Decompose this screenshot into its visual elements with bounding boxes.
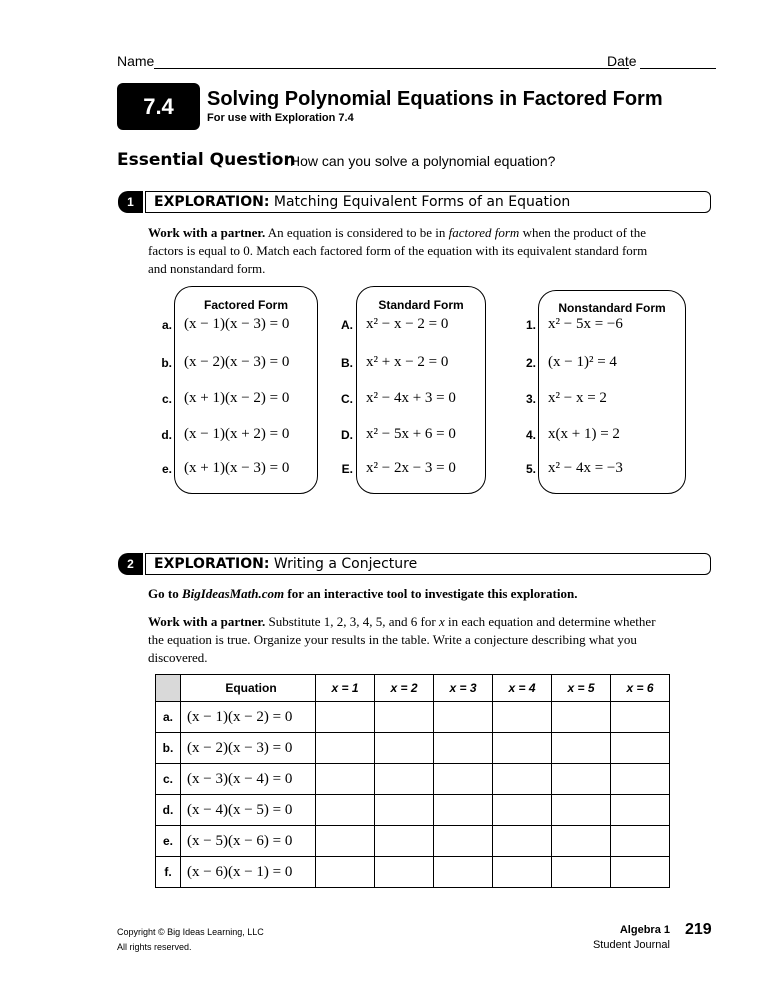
answer-cell[interactable] [375, 826, 434, 857]
nonstandard-label-2: 2. [525, 356, 536, 370]
row-label: a. [156, 702, 181, 733]
answer-cell[interactable] [434, 857, 493, 888]
page-subtitle: For use with Exploration 7.4 [207, 112, 354, 124]
answer-cell[interactable] [552, 702, 611, 733]
answer-cell[interactable] [375, 733, 434, 764]
standard-eq-d: x² − 5x + 6 = 0 [366, 426, 456, 442]
answer-cell[interactable] [434, 733, 493, 764]
answer-cell[interactable] [552, 826, 611, 857]
bigideasmath-link[interactable]: BigIdeasMath.com [181, 586, 285, 601]
factored-label-a: a. [161, 318, 172, 332]
nonstandard-label-5: 5. [525, 462, 536, 476]
equation-header: Equation [181, 675, 316, 702]
nonstandard-eq-3: x² − x = 2 [548, 390, 607, 406]
answer-cell[interactable] [316, 733, 375, 764]
answer-cell[interactable] [493, 795, 552, 826]
factored-label-c: c. [161, 392, 172, 406]
row-equation: (x − 3)(x − 4) = 0 [181, 764, 316, 795]
answer-cell[interactable] [316, 764, 375, 795]
table-header-row [156, 675, 670, 702]
exploration-1-intro-italic: factored form [448, 225, 520, 240]
nonstandard-eq-1: x² − 5x = −6 [548, 316, 623, 332]
nonstandard-eq-2: (x − 1)² = 4 [548, 354, 617, 370]
exploration-1-instructions [148, 224, 668, 278]
exploration-1-title [154, 194, 570, 210]
exploration-2-intro-2: in each equation and determine whether the equation is true. Organize your results in the table. Write a conjecture describing what you discovered. [148, 614, 656, 665]
answer-cell[interactable] [493, 764, 552, 795]
standard-form-header: Standard Form [378, 298, 464, 312]
exploration-2-title-rest: Writing a Conjecture [269, 556, 418, 572]
answer-cell[interactable] [493, 733, 552, 764]
factored-label-e: e. [161, 462, 172, 476]
standard-label-a: A. [341, 318, 353, 332]
x-header-1: x = 1 [316, 675, 375, 702]
row-equation: (x − 5)(x − 6) = 0 [181, 826, 316, 857]
row-equation: (x − 4)(x − 5) = 0 [181, 795, 316, 826]
page-number: 219 [685, 921, 712, 938]
table-row [156, 857, 670, 888]
exploration-1-number: 1 [118, 191, 143, 213]
date-label: Date [607, 53, 637, 69]
exploration-1-intro-1: An equation is considered to be in [265, 225, 449, 240]
answer-cell[interactable] [552, 764, 611, 795]
exploration-2-intro-italic: x [438, 614, 445, 629]
answer-cell[interactable] [375, 764, 434, 795]
journal-title: Student Journal [592, 939, 670, 951]
row-label: d. [156, 795, 181, 826]
table-row [156, 733, 670, 764]
essential-question-text: How can you solve a polynomial equation? [290, 153, 556, 169]
answer-cell[interactable] [611, 795, 670, 826]
nonstandard-eq-5: x² − 4x = −3 [548, 460, 623, 476]
nonstandard-eq-4: x(x + 1) = 2 [548, 426, 620, 442]
table-row [156, 826, 670, 857]
exploration-2-goto [148, 585, 668, 603]
answer-cell[interactable] [316, 795, 375, 826]
exploration-2-instructions [148, 613, 668, 667]
answer-cell[interactable] [611, 764, 670, 795]
copyright-text: Copyright © Big Ideas Learning, LLC [117, 927, 264, 937]
goto-text-2: for an interactive tool to investigate this exploration. [284, 586, 578, 601]
table-row [156, 702, 670, 733]
rights-text: All rights reserved. [117, 942, 192, 952]
factored-label-d: d. [161, 428, 172, 442]
exploration-2-intro-1: Substitute 1, 2, 3, 4, 5, and 6 for [265, 614, 439, 629]
table-row [156, 795, 670, 826]
answer-cell[interactable] [611, 733, 670, 764]
name-blank[interactable] [154, 54, 629, 69]
footer-book-info [570, 923, 670, 953]
answer-cell[interactable] [316, 702, 375, 733]
nonstandard-label-3: 3. [525, 392, 536, 406]
exploration-2-intro-bold: Work with a partner. [148, 614, 266, 629]
section-number-badge: 7.4 [117, 83, 200, 130]
exploration-2-title-bold: EXPLORATION: [154, 556, 270, 572]
factored-eq-d: (x − 1)(x + 2) = 0 [184, 426, 290, 442]
x-header-2: x = 2 [375, 675, 434, 702]
x-header-6: x = 6 [611, 675, 670, 702]
nonstandard-label-1: 1. [525, 318, 536, 332]
row-equation: (x − 2)(x − 3) = 0 [181, 733, 316, 764]
answer-cell[interactable] [375, 857, 434, 888]
answer-cell[interactable] [316, 826, 375, 857]
answer-cell[interactable] [611, 702, 670, 733]
x-header-5: x = 5 [552, 675, 611, 702]
date-blank[interactable] [640, 54, 716, 69]
answer-cell[interactable] [552, 857, 611, 888]
answer-cell[interactable] [375, 795, 434, 826]
date-field[interactable] [607, 53, 716, 69]
exploration-1-title-rest: Matching Equivalent Forms of an Equation [269, 194, 571, 210]
footer-copyright [117, 925, 264, 955]
row-equation: (x − 6)(x − 1) = 0 [181, 857, 316, 888]
exploration-2-title [154, 556, 417, 572]
standard-eq-c: x² − 4x + 3 = 0 [366, 390, 456, 406]
answer-cell[interactable] [552, 733, 611, 764]
factored-eq-b: (x − 2)(x − 3) = 0 [184, 354, 290, 370]
standard-label-e: E. [341, 462, 353, 476]
row-label: b. [156, 733, 181, 764]
answer-cell[interactable] [434, 764, 493, 795]
name-label: Name [117, 53, 155, 69]
row-label: e. [156, 826, 181, 857]
answer-cell[interactable] [434, 795, 493, 826]
standard-label-d: D. [341, 428, 353, 442]
standard-eq-a: x² − x − 2 = 0 [366, 316, 449, 332]
factored-eq-a: (x − 1)(x − 3) = 0 [184, 316, 290, 332]
exploration-2-number: 2 [118, 553, 143, 575]
exploration-1-intro-bold: Work with a partner. [148, 225, 266, 240]
answer-cell[interactable] [493, 826, 552, 857]
answer-cell[interactable] [552, 795, 611, 826]
row-label: c. [156, 764, 181, 795]
nonstandard-form-header: Nonstandard Form [558, 301, 666, 315]
standard-label-c: C. [341, 392, 353, 406]
row-equation: (x − 1)(x − 2) = 0 [181, 702, 316, 733]
row-label: f. [156, 857, 181, 888]
answer-cell[interactable] [493, 857, 552, 888]
x-header-3: x = 3 [434, 675, 493, 702]
conjecture-table [155, 674, 670, 888]
answer-cell[interactable] [434, 826, 493, 857]
exploration-1-intro-2: when the product of the factors is equal to 0. Match each factored form of the equation with its equivalent standard form and nonstandard form. [148, 225, 648, 276]
standard-eq-b: x² + x − 2 = 0 [366, 354, 449, 370]
standard-eq-e: x² − 2x − 3 = 0 [366, 460, 456, 476]
goto-text-1: Go to [148, 586, 182, 601]
nonstandard-label-4: 4. [525, 428, 536, 442]
factored-label-b: b. [161, 356, 172, 370]
table-corner-cell [156, 675, 181, 702]
x-header-4: x = 4 [493, 675, 552, 702]
answer-cell[interactable] [375, 702, 434, 733]
answer-cell[interactable] [611, 826, 670, 857]
book-title: Algebra 1 [619, 924, 670, 936]
name-field[interactable] [117, 53, 629, 69]
page-title: Solving Polynomial Equations in Factored Form [207, 88, 663, 110]
factored-eq-c: (x + 1)(x − 2) = 0 [184, 390, 290, 406]
standard-label-b: B. [341, 356, 353, 370]
answer-cell[interactable] [493, 702, 552, 733]
factored-eq-e: (x + 1)(x − 3) = 0 [184, 460, 290, 476]
table-row [156, 764, 670, 795]
factored-form-header: Factored Form [203, 298, 288, 312]
essential-question-label: Essential Question [117, 150, 296, 170]
answer-cell[interactable] [434, 702, 493, 733]
exploration-1-title-bold: EXPLORATION: [154, 194, 270, 210]
answer-cell[interactable] [611, 857, 670, 888]
answer-cell[interactable] [316, 857, 375, 888]
